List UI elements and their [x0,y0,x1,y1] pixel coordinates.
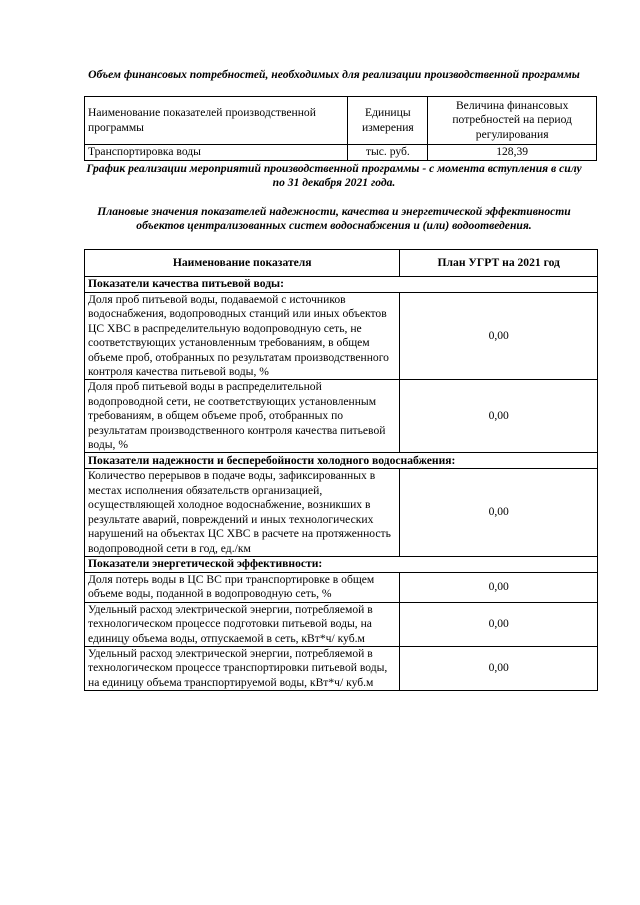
indicators-table [84,249,598,691]
row-name: Удельный расход электрической энергии, потребляемой в технологическом процессе транспортировки питьевой воды, на единицу объема транспортируемой воды, кВт*ч/ куб.м [85,646,400,690]
row-name: Доля проб питьевой воды в распределительной водопроводной сети, не соответствующих установленным требованиям, в общем объеме проб, отобранных по результатам производственного контроля качества питьевой воды, % [85,380,400,453]
table-row [85,469,598,556]
header-financial-value: Величина финансовых потребностей на период регулирования [428,97,597,145]
header-plan-2021: План УГРТ на 2021 год [400,250,598,277]
row-name: Транспортировка воды [85,145,348,161]
section-row-reliability [85,453,598,469]
table-row [85,145,597,161]
section-row-quality [85,277,598,293]
section-title-energy: Показатели энергетической эффективности: [85,556,598,572]
header-indicator-name: Наименование показателей производственной программы [85,97,348,145]
row-unit: тыс. руб. [348,145,428,161]
row-value: 0,00 [400,293,598,380]
table-row [85,572,598,602]
financial-needs-table [84,96,597,161]
section-title-quality: Показатели качества питьевой воды: [85,277,598,293]
schedule-heading: График реализации мероприятий производственной программы - с момента вступления в силу по 31 декабря 2021 года. [86,162,582,189]
financial-needs-heading: Объем финансовых потребностей, необходимых для реализации производственной программы [88,68,580,81]
header-indicator-name: Наименование показателя [85,250,400,277]
row-value: 0,00 [400,646,598,690]
section-row-energy [85,556,598,572]
row-name: Доля потерь воды в ЦС ВС при транспортировке в общем объеме воды, поданной в водопроводную сеть, % [85,572,400,602]
row-name: Доля проб питьевой воды, подаваемой с источников водоснабжения, водопроводных станций или иных объектов ЦС ХВС в распределительную водопроводную сеть, не соответствующих установленным требованиям, в общем объеме проб, отобранных по результатам производственного контроля качества питьевой воды, % [85,293,400,380]
table-row [85,646,598,690]
table-row [85,293,598,380]
row-value: 0,00 [400,572,598,602]
row-value: 0,00 [400,602,598,646]
row-value: 0,00 [400,380,598,453]
indicators-heading: Плановые значения показателей надежности, качества и энергетической эффективности объектов централизованных систем водоснабжения и (или) водоотведения. [97,205,571,232]
row-value: 128,39 [428,145,597,161]
table-row [85,602,598,646]
header-unit: Единицы измерения [348,97,428,145]
row-name: Удельный расход электрической энергии, потребляемой в технологическом процессе подготовки питьевой воды, на единицу объема воды, отпускаемой в сеть, кВт*ч/ куб.м [85,602,400,646]
row-value: 0,00 [400,469,598,556]
row-name: Количество перерывов в подаче воды, зафиксированных в местах исполнения обязательств организацией, осуществляющей холодное водоснабжение, возникших в результате аварий, повреждений и иных технологических нарушений на объектах ЦС ХВС в расчете на протяженность водопроводной сети в год, ед./км [85,469,400,556]
section-title-reliability: Показатели надежности и бесперебойности холодного водоснабжения: [85,453,598,469]
table-header-row [85,97,597,145]
table-row [85,380,598,453]
table-header-row [85,250,598,277]
